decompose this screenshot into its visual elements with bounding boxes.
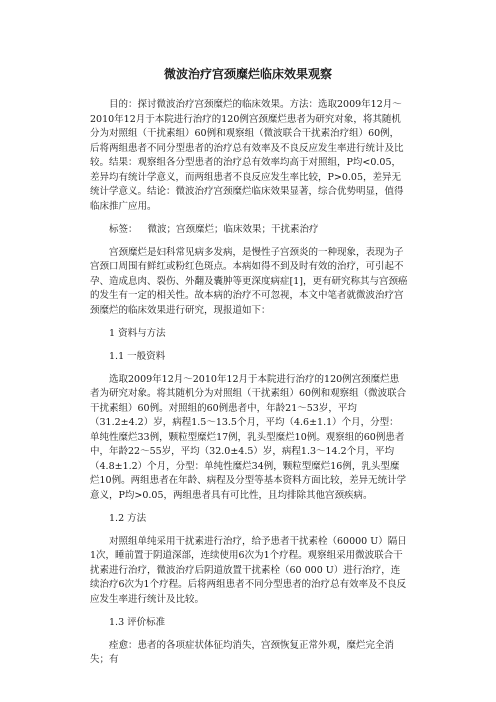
method-paragraph: 对照组单纯采用干扰素进行治疗，给予患者干扰素栓（60000 U）隔日1次，睡前置于阴道深部，连续使用6次为1个疗程。观察组采用微波联合干扰素进行治疗，微波治疗后阴道放置干扰素栓（60 000 U）进行治疗，连续治疗6次为1个疗程。后将两组患者不同分型患者的治疗总有效率及不良反应发生率进行统计及比较。 xyxy=(90,535,407,605)
abstract-paragraph: 目的：探讨微波治疗宫颈糜烂的临床效果。方法：选取2009年12月～2010年12月于本院进行治疗的120例宫颈糜烂患者为研究对象，将其随机分为对照组（干扰素组）60例和观察组（微波联合干扰素治疗组）60例，后将两组患者不同分型患者的治疗总有效率及不良反应发生率进行统计及比较。结果：观察组各分型患者的治疗总有效率均高于对照组，P均<0.05，差异均有统计学意义，而两组患者不良反应发生率比较，P>0.05，差异无统计学意义。结论：微波治疗宫颈糜烂临床效果显著，综合优势明显，值得临床推广应用。 xyxy=(90,99,404,212)
paper-body xyxy=(90,98,408,676)
section-heading-1-1: 1.1 一般资料 xyxy=(109,350,166,362)
intro-paragraph: 宫颈糜烂是妇科常见病多发病，是慢性子宫颈炎的一种现象，表现为子宫颈口周围有鲜红或粉红色斑点。本病如得不到及时有效的治疗，可引起不孕、造成息肉、裂伤、外翻及囊肿等更深度病症[1]，更有研究称其与宫颈癌的发生有一定的相关性。故本病的治疗不可忽视，本文中笔者就微波治疗宫颈糜烂的临床效果进行研究，现报道如下： xyxy=(90,246,408,316)
keywords-line xyxy=(90,223,408,238)
criteria-paragraph: 痊愈：患者的各项症状体征均消失，宫颈恢复正常外观，糜烂完全消失；有 xyxy=(90,639,395,665)
section-heading-1: 1 资料与方法 xyxy=(109,327,166,339)
section-heading-1-3: 1.3 评价标准 xyxy=(109,616,166,628)
section-heading-1-2: 1.2 方法 xyxy=(109,512,147,524)
paper-title: 微波治疗宫颈糜烂临床效果观察 xyxy=(163,67,332,81)
general-data-paragraph: 选取2009年12月～2010年12月于本院进行治疗的120例宫颈糜烂患者为研究对象。将其随机分为对照组（干扰素组）60例和观察组（微波联合干扰素组）60例。对照组的60例患者中，年龄21～53岁，平均（31.2±4.2）岁，病程1.5～13.5个月，平均（4.6±1.1）个月，分型：单纯性糜烂33例，颗粒型糜烂17例，乳头型糜烂10例。观察组的60例患者中，年龄22～55岁，平均（32.0±4.5）岁，病程1.3～14.2个月，平均（4.8±1.2）个月，分型：单纯性糜烂34例，颗粒型糜烂16例，乳头型糜烂10例。两组患者在年龄、病程及分型等基本资料方面比较，差异无统计学意义，P均>0.05，两组患者具有可比性，且均排除其他宫颈疾病。 xyxy=(90,373,407,501)
keywords-label: 标签： xyxy=(109,223,138,235)
keywords-text: 微波；宫颈糜烂；临床效果；干扰素治疗 xyxy=(147,223,319,235)
